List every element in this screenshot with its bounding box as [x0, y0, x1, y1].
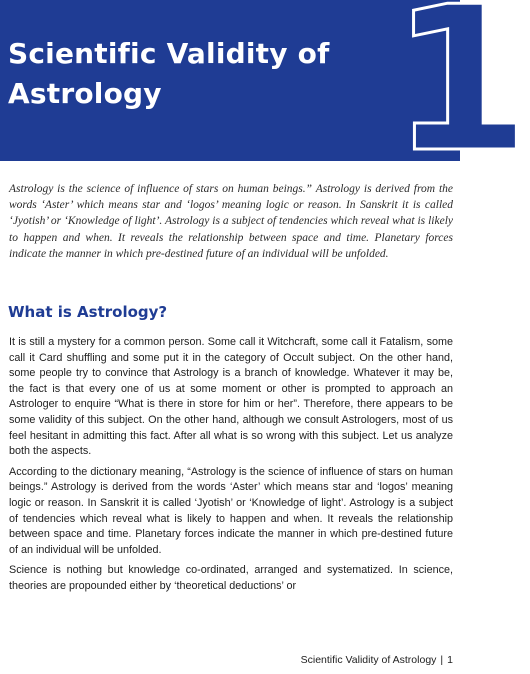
body-paragraph: Science is nothing but knowledge co-ordinated, arranged and systematized. In science, theories are propounded either by ‘theoretical deductions’ or [9, 564, 453, 592]
page-footer [301, 653, 453, 667]
footer-separator: | [440, 654, 444, 666]
chapter-number: 1 [391, 0, 530, 197]
chapter-header-band [0, 0, 530, 197]
running-title: Scientific Validity of Astrology [300, 654, 437, 666]
intro-paragraph: Astrology is the science of influence of stars on human beings.” Astrology is derived from the words ‘Aster’ which means star and ‘logos’ meaning logic or reason. In Sanskrit it is called ‘Jyotish’ or ‘Knowledge of light’. Astrology is a subject of tendencies which reveal what is likely to happen and when. It reveals the relationship between space and time. Planetary forces indicate the manner in which pre-destined future of an individual will be unfolded. [9, 183, 453, 260]
page-number: 1 [447, 654, 453, 666]
section-heading: What is Astrology? [8, 303, 168, 321]
body-paragraph: According to the dictionary meaning, “Astrology is the science of influence of stars on human beings.” Astrology is derived from the words ‘Aster’ which means star and ‘logos’ meaning logic or reason. In Sanskrit it is called ‘Jyotish’ or ‘Knowledge of light’. Astrology is a subject of tendencies which reveal what is likely to happen and when. It reveals the relationship between space and time. Planetary forces indicate the manner in which pre-destined future of an individual will be unfolded. [9, 465, 453, 556]
body-text [9, 335, 453, 600]
chapter-title: Scientific Validity of Astrology [8, 37, 330, 110]
body-paragraph: It is still a mystery for a common person. Some call it Witchcraft, some call it Fatalism, some call it Card shuffling and some put it in the category of Occult subject. On the other hand, some people try to convince that Astrology is a branch of knowledge. Whatever it may be, the fact is that every one of us at some moment or other is prompted to approach an Astrologer to enquire “What is there in store for him or her”. Therefore, there appears to be some validity of this subject. On the other hand, although we consult Astrologers, most of us feel hesitant in admitting this fact. After all what is so wrong with this subject. Let us analyze both the aspects. [9, 336, 453, 458]
